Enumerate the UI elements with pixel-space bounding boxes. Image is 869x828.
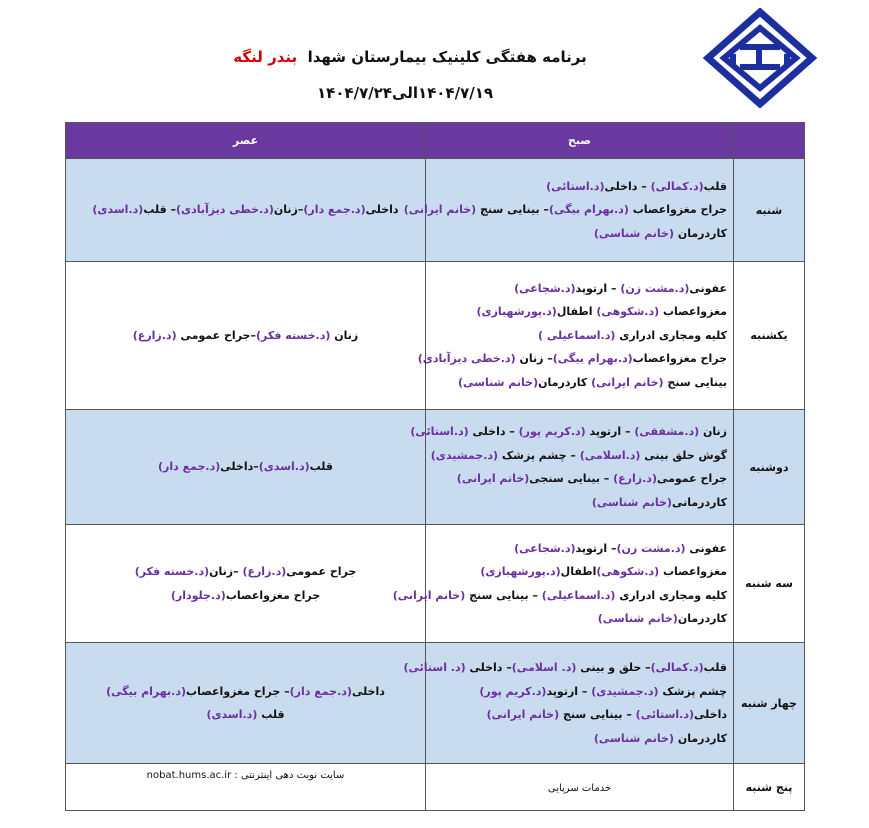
page-title: برنامه هفتگی کلینیک بیمارستان شهدا بندر لنگه [233,48,587,66]
specialty: –جراح عمومی [176,328,256,342]
doctor-name: (د.اسماعیلی) [541,588,616,602]
doctor-name: (د.جمع دار) [303,203,366,217]
schedule-line [432,444,727,468]
specialty: داخلی [365,203,399,217]
day-cell: چهار شنبه [734,643,805,764]
specialty: –زنان [273,203,304,217]
specialty: عفونی [689,281,727,295]
specialty: – حلق و بینی [576,661,651,674]
doctor-name: (د.کمالی) [650,179,704,193]
doctor-name: (خانم ایرانی) [486,708,560,721]
schedule-line [403,656,727,680]
schedule-line [72,584,419,608]
doctor-name: (د.کمالی) [650,661,704,674]
doctor-name: (د.شکوهی) [596,305,660,319]
hospital-logo [700,8,820,108]
doctor-name: (د.استائی) [635,708,695,721]
specialty: کاردرمان [674,226,727,240]
doctor-name: (د.شجاعی) [514,541,576,555]
doctor-name: (د. اسلامی) [511,661,577,674]
doctor-name: (د.کریم پور) [518,425,586,438]
doctor-name: (د.خسته فکر) [255,328,331,342]
schedule-line [432,560,727,584]
table-row [66,410,805,525]
schedule-line [72,560,419,584]
schedule-line [432,277,727,301]
doctor-name: (د.کریم پور) [479,684,547,698]
specialty: – داخلی [465,661,512,674]
schedule-line [417,347,727,371]
specialty: –داخلی [220,460,259,474]
specialty: – زنان [515,352,553,366]
morning-cell [403,643,734,764]
doctor-name: (د.پورشهبازی) [480,565,561,578]
specialty: جراح عمومی [656,472,727,485]
doctor-name: (د.اسدی) [206,708,258,721]
specialty: قلب [309,460,333,474]
schedule-table [65,122,805,811]
doctor-name: (د.اسدی) [92,203,144,217]
doctor-name: (د. استائی) [403,661,466,674]
evening-cell [66,643,426,764]
specialty: – داخلی [604,179,651,193]
evening-cell [66,764,426,811]
morning-cell [410,410,734,525]
header-morning: صبح [426,123,734,159]
doctor-name: (د.اسلامی) [579,448,641,462]
schedule-line [432,537,727,561]
specialty: – قلب [143,203,176,217]
specialty: جراح مغزواعصاب [225,588,321,602]
schedule-line [432,371,727,395]
header-day [734,123,805,159]
doctor-name: (خانم ایرانی) [403,203,477,217]
doctor-name: (د.زارع) [613,472,657,485]
specialty: جراح مغزواعصاب [628,203,727,217]
table-row [66,262,805,410]
doctor-name: (د.استائی) [410,425,469,438]
doctor-name: (خانم ایرانی) [392,588,466,602]
schedule-line [432,300,727,324]
doctor-name: (خانم شناسی) [593,731,674,745]
schedule-line [432,680,727,704]
specialty: مغزواعصاب [659,305,727,319]
specialty: – بینایی سنج [559,708,636,721]
booking-label: سایت نوبت دهی اینترنتی : [231,770,345,781]
specialty: – ارتوپد [585,425,635,438]
doctor-name: (د.خسته فکر) [134,565,210,578]
day-cell: یکشنبه [734,262,805,410]
schedule-line [432,324,727,348]
specialty: کلیه ومجاری ادراری [615,328,727,342]
specialty: – جراح مغزواعصاب [186,684,290,698]
table-row [66,643,805,764]
schedule-line [72,198,419,222]
doctor-name: (د.خطی دیزآبادی) [175,203,274,217]
specialty: مغزواعصاب [659,565,727,578]
doctor-name: (د.جلودار) [170,588,226,602]
doctor-name: (د.بهرام بیگی) [106,684,187,698]
specialty: چشم پزشک [658,684,727,698]
specialty: – ارتوپد [575,281,621,295]
booking-url[interactable]: nobat.hums.ac.ir [146,770,232,781]
doctor-name: (د.جمشیدی) [430,448,499,462]
doctor-name: (خانم شناسی) [593,226,674,240]
doctor-name: (د.زارع) [132,328,177,342]
day-cell: دوشنبه [734,410,805,525]
evening-cell [66,525,426,643]
doctor-name: (د.بهرام بیگی) [552,352,633,366]
schedule-line [72,680,419,704]
schedule-line [432,491,727,515]
schedule-line [432,467,727,491]
doctor-name: (خانم ایرانی) [456,472,530,485]
specialty: جراح مغزواعصاب [632,352,727,366]
specialty: کاردرمان [677,612,727,625]
schedule-line [410,420,727,444]
table-row [66,159,805,262]
specialty: اطفال [556,305,597,319]
doctor-name: (خانم ایرانی) [591,375,664,389]
doctor-name: (د.زارع) [242,565,287,578]
evening-cell [66,159,426,262]
specialty: – بینایی سنج [465,588,542,602]
specialty: – ارتوپد [546,684,592,698]
doctor-name: (د.جمشیدی) [591,684,659,698]
specialty: – بینایی سنج [476,203,549,217]
specialty: بینایی سنج [663,375,727,389]
doctor-name: (خانم شناسی) [458,375,539,389]
doctor-name: (د.اسماعیلی ) [537,328,616,342]
specialty: قلب [703,661,727,674]
specialty: – بینایی سنجی [529,472,614,485]
doctor-name: (د.جمع دار) [289,684,352,698]
header-evening: عصر [66,123,426,159]
day-cell: پنج شنبه [734,764,805,811]
doctor-name: (د.شکوهی) [596,565,660,578]
evening-cell [66,410,426,525]
schedule-line [432,727,727,751]
specialty: داخلی [351,684,385,698]
specialty: گوش حلق بینی [640,448,727,462]
morning-text: خدمات سرپایی [547,782,612,794]
specialty: اطفال [560,565,597,578]
specialty: – داخلی [468,425,519,438]
doctor-name: (د.مشت زن) [616,541,686,555]
doctor-name: (خانم شناسی) [591,495,672,509]
doctor-name: (د.مشت زن) [620,281,690,295]
specialty: داخلی [694,708,727,721]
schedule-line [432,222,727,246]
evening-cell [66,262,426,410]
schedule-line [72,324,419,348]
city-name: بندر لنگه [233,48,298,66]
specialty: جراح عمومی [286,565,357,578]
specialty: کاردرمانی [671,495,727,509]
doctor-name: (د.بهرام بیگی) [548,203,629,217]
specialty: قلب [703,179,727,193]
doctor-name: (د.جمع دار) [158,460,221,474]
day-cell: سه شنبه [734,525,805,643]
doctor-name: (د.استائی) [546,179,605,193]
morning-cell [426,764,734,811]
date-range: ۱۴۰۴/۷/۱۹الی۱۴۰۴/۷/۲۴ [316,84,494,102]
specialty: قلب [257,708,285,721]
specialty: عفونی [685,541,727,555]
specialty: –زنان [209,565,243,578]
schedule-line [392,584,727,608]
schedule-line [72,455,419,479]
table-row-thursday [66,764,805,811]
morning-cell [403,159,734,262]
schedule-line [432,703,727,727]
doctor-name: (د.پورشهبازی) [476,305,557,319]
specialty: کلیه ومجاری ادراری [615,588,727,602]
specialty: – ارتوپد [575,541,617,555]
day-cell: شنبه [734,159,805,262]
schedule-line [432,175,727,199]
schedule-line [72,703,419,727]
schedule-line [403,198,727,222]
table-row [66,525,805,643]
morning-cell [417,262,734,410]
specialty: زنان [699,425,727,438]
morning-cell [392,525,734,643]
doctor-name: (خانم شناسی) [597,612,678,625]
specialty: کاردرمان [538,375,592,389]
specialty: زنان [330,328,359,342]
doctor-name: (د.شجاعی) [514,281,576,295]
specialty: – چشم پزشک [498,448,580,462]
specialty: کاردرمان [674,731,727,745]
doctor-name: (د.اسدی) [258,460,310,474]
header-row [66,123,805,159]
doctor-name: (د.خطی دیزآبادی) [417,352,516,366]
schedule-line [432,607,727,631]
doctor-name: (د.مشفقی) [634,425,700,438]
